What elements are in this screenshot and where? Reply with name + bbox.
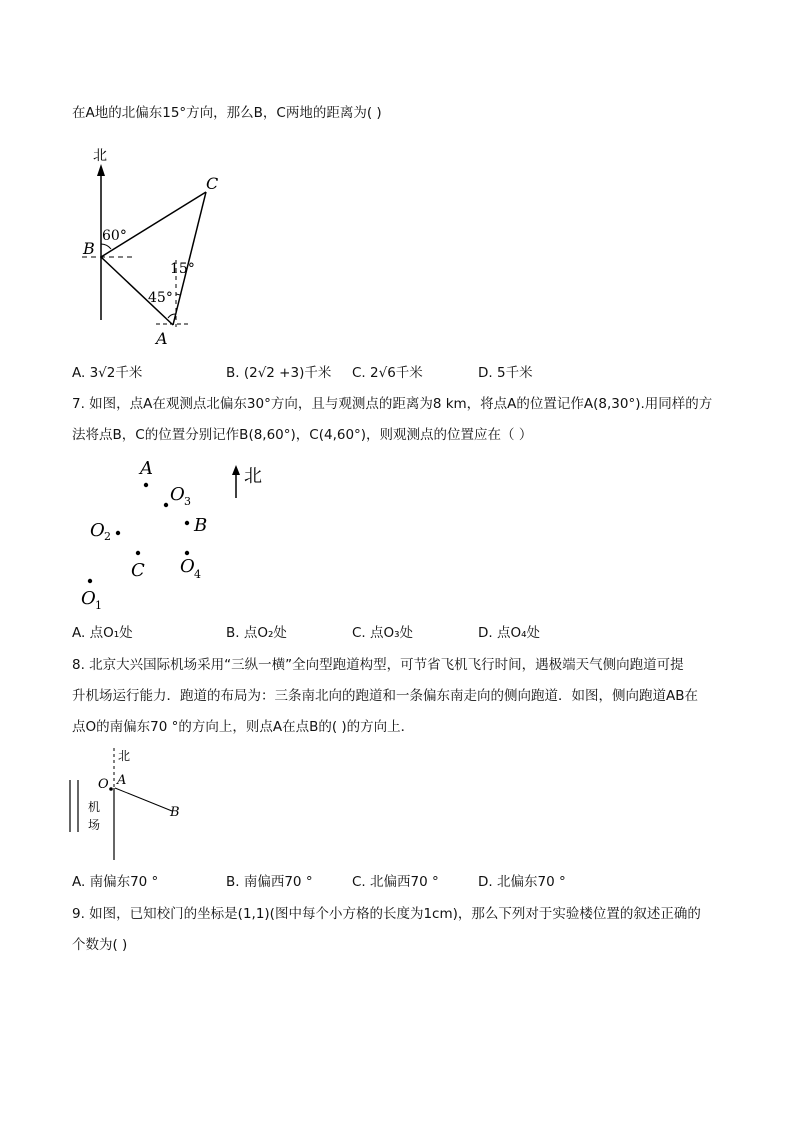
q8-north-label: 北 (118, 749, 131, 763)
q7-label-O2: O (90, 520, 105, 541)
q7-figure (80, 452, 280, 617)
q7-stem-line1: 7. 如图，点A在观测点北偏东30°方向，且与观测点的距离为8 km，将点A的位置记作A(8,30°).用同样的方 (72, 396, 713, 412)
q6-label-B: B (83, 239, 95, 258)
q8-figure (66, 744, 196, 864)
q7-option-a[interactable]: A. 点O₁处 (72, 625, 133, 641)
q7-label-O1: O (81, 588, 96, 609)
q7-label-C: C (131, 560, 145, 581)
q6-option-a[interactable]: A. 3√2千米 (72, 365, 143, 381)
q6-stem-line1: 在A地的北偏东15°方向，那么B，C两地的距离为( ) (72, 105, 382, 121)
q7-option-c[interactable]: C. 点O₃处 (352, 625, 414, 641)
q6-option-b[interactable]: B. (2√2 +3)千米 (226, 365, 332, 381)
q6-label-A: A (156, 329, 168, 348)
q8-label-B: B (170, 805, 180, 820)
q6-label-C: C (206, 174, 219, 193)
q7-option-b[interactable]: B. 点O₂处 (226, 625, 287, 641)
q7-label-O1-sub: 1 (95, 599, 102, 612)
q6-option-c[interactable]: C. 2√6千米 (352, 365, 423, 381)
q6-angle-60: 60° (102, 228, 127, 244)
q6-angle-45: 45° (148, 290, 173, 306)
q8-stem-line2: 升机场运行能力．跑道的布局为：三条南北向的跑道和一条偏东南走向的侧向跑道．如图，侧向跑道AB在 (72, 688, 698, 704)
q8-option-a[interactable]: A. 南偏东70 ° (72, 874, 159, 890)
q7-label-B: B (194, 515, 208, 536)
q7-label-O3: O (170, 484, 185, 505)
q6-angle-15: 15° (170, 261, 195, 277)
q8-option-d[interactable]: D. 北偏东70 ° (478, 874, 566, 890)
q7-label-O4: O (180, 556, 195, 577)
q8-stem-line3: 点O的南偏东70 °的方向上，则点A在点B的( )的方向上． (72, 719, 415, 735)
q6-option-d[interactable]: D. 5千米 (478, 365, 533, 381)
q7-north-label: 北 (244, 466, 262, 487)
q9-stem-line2: 个数为( ) (72, 937, 128, 953)
q7-label-A: A (140, 458, 153, 479)
q8-airport-char1: 机 (88, 800, 101, 814)
q8-stem-line1: 8. 北京大兴国际机场采用“三纵一横”全向型跑道构型，可节省飞机飞行时间，遇极端天气侧向跑道可提 (72, 657, 684, 673)
q8-label-O: O (98, 777, 109, 792)
q6-figure (76, 142, 226, 352)
q7-stem-line2: 法将点B，C的位置分别记作B(8,60°)，C(4,60°)，则观测点的位置应在（ ） (72, 427, 533, 443)
q8-label-A: A (117, 773, 127, 788)
q7-option-d[interactable]: D. 点O₄处 (478, 625, 541, 641)
q8-option-c[interactable]: C. 北偏西70 ° (352, 874, 439, 890)
q8-airport-char2: 场 (88, 818, 101, 832)
q8-option-b[interactable]: B. 南偏西70 ° (226, 874, 313, 890)
q7-label-O2-sub: 2 (104, 530, 111, 543)
q9-stem-line1: 9. 如图，已知校门的坐标是(1,1)(图中每个小方格的长度为1cm)，那么下列对于实验楼位置的叙述正确的 (72, 906, 701, 922)
q7-label-O3-sub: 3 (184, 495, 191, 508)
q7-label-O4-sub: 4 (194, 568, 201, 581)
q6-north-label: 北 (93, 148, 107, 164)
